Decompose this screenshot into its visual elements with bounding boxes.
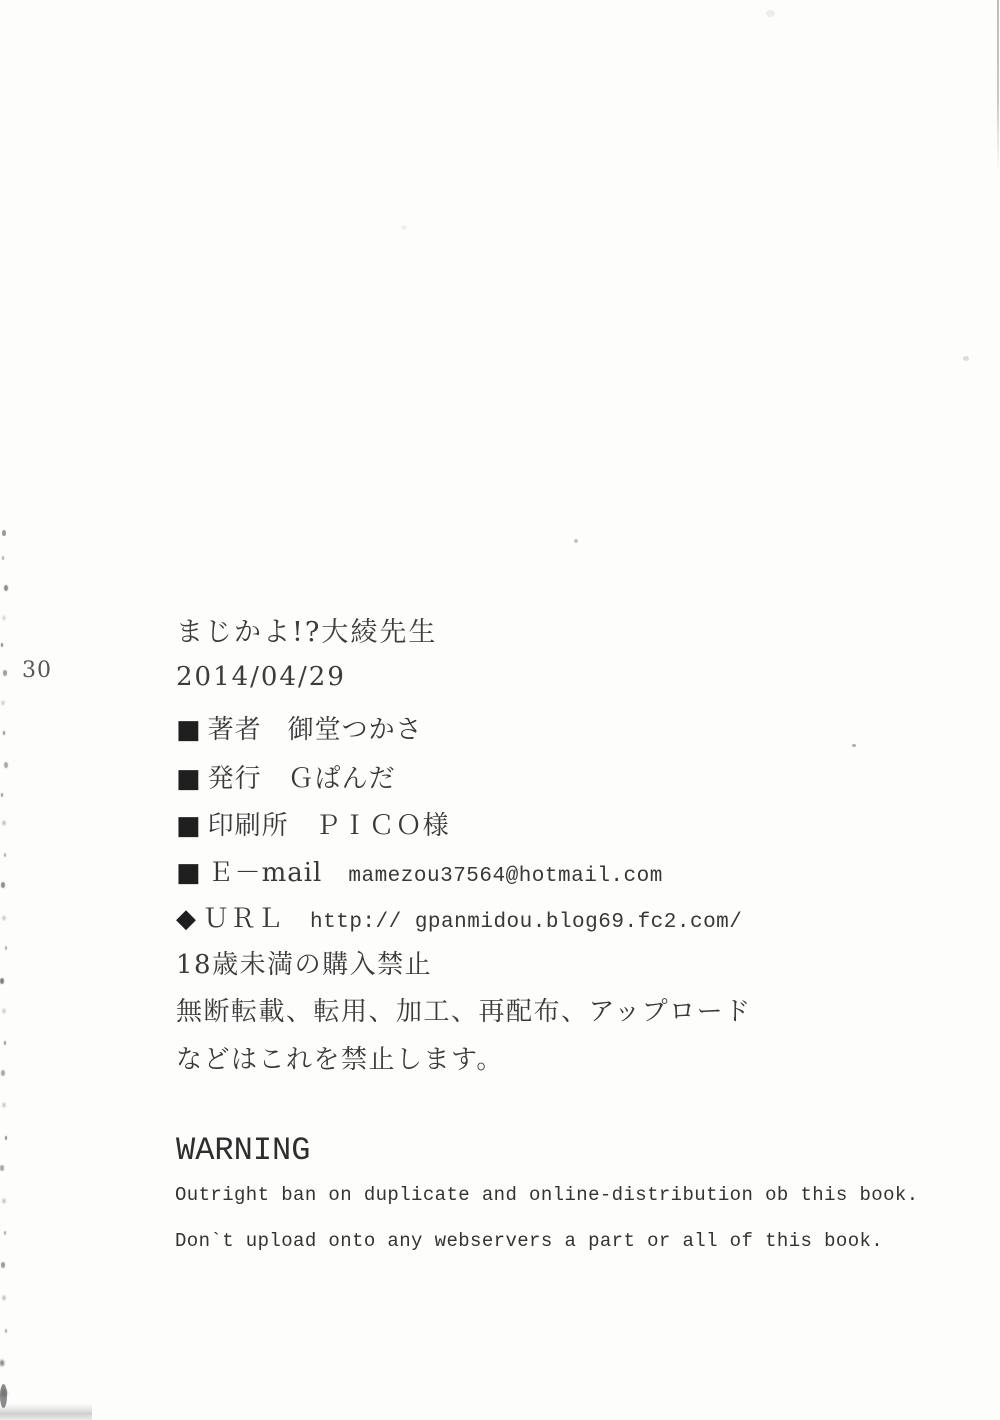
url-value: http:// gpanmidou.blog69.fc2.com/ bbox=[310, 911, 743, 934]
scanner-edge-line bbox=[997, 0, 999, 170]
scan-speck bbox=[852, 744, 856, 747]
publisher-row bbox=[176, 758, 396, 795]
url-row bbox=[176, 898, 742, 935]
corner-smudge bbox=[0, 1404, 92, 1420]
scan-speck bbox=[766, 10, 775, 17]
age-restriction-notice: 18歳未満の購入禁止 bbox=[176, 950, 433, 980]
page-number: 30 bbox=[22, 658, 52, 683]
square-bullet-icon: ■ bbox=[176, 811, 202, 841]
author-row bbox=[176, 709, 423, 746]
square-bullet-icon: ■ bbox=[176, 764, 202, 794]
publisher-value: Ｇぱんだ bbox=[287, 764, 396, 794]
warning-line-2: Don`t upload onto any webservers a part or all of this book. bbox=[175, 1230, 884, 1252]
email-row bbox=[176, 852, 663, 889]
author-value: 御堂つかさ bbox=[287, 715, 423, 745]
binding-edge-artifacts bbox=[2, 530, 6, 536]
doujin-title: まじかよ!?大綾先生 bbox=[176, 617, 438, 648]
printer-label: 印刷所 bbox=[207, 811, 289, 841]
author-label: 著者 bbox=[207, 715, 262, 745]
printer-row bbox=[176, 805, 450, 842]
scan-speck bbox=[963, 356, 969, 361]
corner-smudge-mark bbox=[0, 1384, 7, 1408]
square-bullet-icon: ■ bbox=[176, 858, 202, 888]
warning-heading: WARNING bbox=[176, 1132, 311, 1169]
square-bullet-icon: ■ bbox=[176, 715, 202, 745]
scan-speck bbox=[401, 225, 407, 230]
diamond-bullet-icon: ◆ bbox=[176, 904, 197, 934]
warning-line-1: Outright ban on duplicate and online-distribution ob this book. bbox=[175, 1184, 919, 1206]
no-reproduction-notice: 無断転載、転用、加工、再配布、アップロード bbox=[176, 997, 752, 1027]
printer-value: ＰＩＣＯ様 bbox=[314, 811, 450, 841]
scan-speck bbox=[574, 539, 578, 543]
email-label: Ｅ－mail bbox=[207, 858, 323, 888]
email-value: mamezou37564@hotmail.com bbox=[348, 865, 663, 888]
url-label: ＵＲＬ bbox=[203, 904, 285, 934]
publisher-label: 発行 bbox=[207, 764, 262, 794]
prohibition-notice: などはこれを禁止します。 bbox=[176, 1045, 504, 1075]
publication-date: 2014/04/29 bbox=[176, 662, 346, 692]
